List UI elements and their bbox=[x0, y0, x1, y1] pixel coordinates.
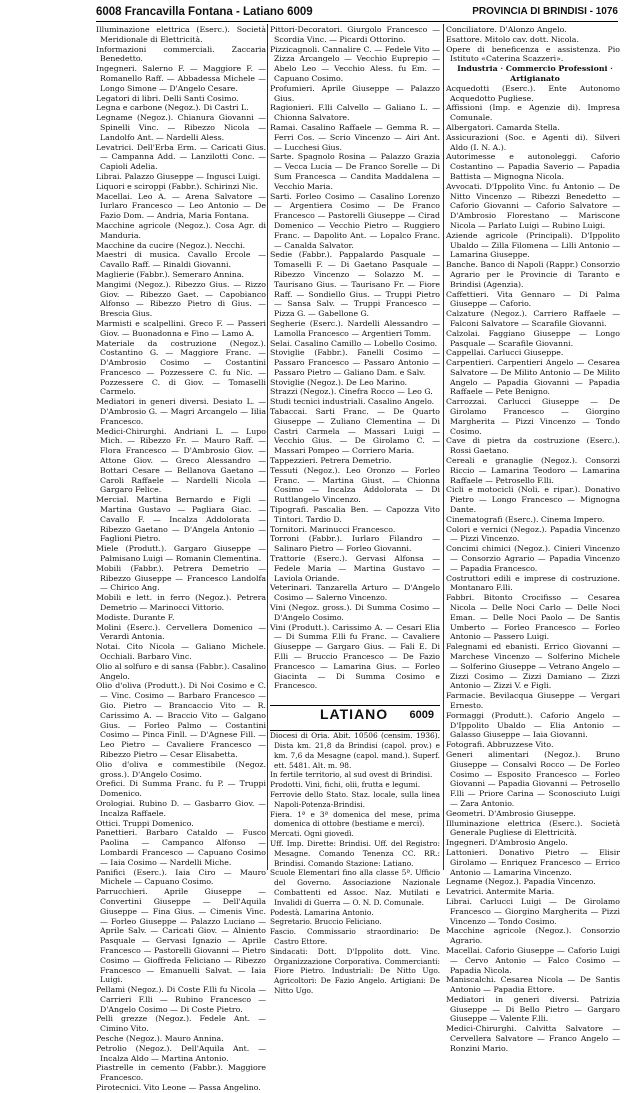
directory-entry: Scuole Elementari fino alla classe 5ª. Ufficio del Governo. Associazione Nazionale Combattenti ed Assoc. Naz. Mutilati e Invalidi di Guerra — O. N. D. Comunale. bbox=[270, 868, 440, 907]
town-title: LATIANO bbox=[320, 706, 389, 723]
directory-entry: Profumieri. Aprile Giuseppe — Palazzo Gius. bbox=[270, 83, 440, 103]
directory-entry: Lattonieri. Donativo Pietro — Elisir Girolamo — Enriquez Francesco — Errico Antonio — Lamarina Vincenzo. bbox=[446, 847, 620, 877]
directory-entry: Sindacati: Dott. D'Ippolito dott. Vinc. Organizzazione Corporativa. Commercianti: Fiore Pietro. Industriali: De Nitto Ugo. Agricoltori: De Fazio Angelo. Artigiani: De Nitto Ugo. bbox=[270, 946, 440, 995]
directory-entry: Marmisti e scalpellini. Greco F. — Passeri Giov. — Buonadonna e Fino — Lamo A. bbox=[96, 318, 266, 338]
directory-entry: Mediatori in generi diversi. Desiato L. — D'Ambrosio G. — Magri Arcangelo — Iilia Francesco. bbox=[96, 397, 266, 426]
directory-entry: Vini (Produtt.). Carissimo A. — Cesari Elia — Di Summa F.lli fu Franc. — Cavaliere Giuseppe — Gargaro Gius. — Fali E. Di F.lli — Bruccio Francesco — De Fazio Francesco — Lamarina Gius. — Forleo Giacinta — Di Summa Cosimo e Francesco. bbox=[270, 622, 440, 691]
directory-entry: Farmacie. Bevilacqua Giuseppe — Vergari Ernesto. bbox=[446, 691, 620, 710]
directory-entry: Studi tecnici industriali. Casalino Angelo. bbox=[270, 397, 435, 407]
directory-entry: Mercati. Ogni giovedì. bbox=[270, 829, 354, 839]
directory-entry: Calzature (Negoz.). Carriero Raffaele — Falconi Salvatore — Scarafile Giovanni. bbox=[446, 309, 620, 328]
directory-entry: Informazioni commerciali. Zaccaria Benedetto. bbox=[96, 44, 266, 64]
column-2 bbox=[270, 25, 440, 996]
directory-entry: Pesche (Negoz.). Mauro Annina. bbox=[96, 1034, 224, 1044]
latiano-heading bbox=[270, 705, 440, 731]
directory-entry: Fabbri. Bitonto Crocifisso — Cesarea Nicola — Delle Noci Carlo — Delle Noci Eman. — Delle Noci Paolo — De Santis Umberto — Forleo Francesco — Forleo Antonio — Passero Luigi. bbox=[446, 593, 620, 642]
directory-entry: Panifici (Eserc.). Iaia Ciro — Mauro Michele — Capuano Cosimo. bbox=[96, 867, 266, 887]
directory-entry: Pittori-Decoratori. Giurgolo Francesco — Scordia Vinc. — Picardi Ottorino. bbox=[270, 25, 440, 44]
directory-entry: Prodotti. Vini, fichi, olii, frutta e legumi. bbox=[270, 780, 421, 790]
directory-entry: Strazzi (Negoz.). Cinefra Rocco — Leo G. bbox=[270, 387, 433, 397]
directory-entry: Podestà. Lamarina Antonio. bbox=[270, 907, 374, 917]
directory-entry: Assicurazioni (Soc. e Agenti di). Silveri Aldo (I. N. A.). bbox=[446, 132, 620, 152]
header-right: PROVINCIA DI BRINDISI - 1076 bbox=[472, 6, 618, 17]
directory-entry: Segherie (Eserc.). Nardelli Alessandro — Lamolla Francesco — Argentieri Tomm. bbox=[270, 318, 440, 338]
directory-entry: Ragionieri. F.lli Calvello — Galiano L. — Chionna Salvatore. bbox=[270, 103, 440, 123]
directory-entry: Macchine agricole (Negoz.). Consorzio Agrario. bbox=[446, 926, 620, 946]
directory-entry: Orologiai. Rubino D. — Gasbarro Giov. — Incalza Raffaele. bbox=[96, 798, 266, 818]
directory-entry: Orefici. Di Summa Franc. fu P. — Truppi Domenico. bbox=[96, 779, 266, 799]
directory-entry: Segretario. Bruccio Feliciano. bbox=[270, 917, 382, 927]
directory-entry: Maglierie (Fabbr.). Semeraro Annina. bbox=[96, 269, 244, 279]
directory-entry: Cinematografi (Eserc.). Cinema Impero. bbox=[446, 514, 605, 524]
directory-entry: Caffettieri. Vita Gennaro — Di Palma Giuseppe — Caforio. bbox=[446, 289, 620, 309]
directory-entry: Sarti. Forleo Cosimo — Casalino Lorenzo — Argentiera Cosimo — De Franco Francesco — Pastorelli Giuseppe — Cirad Domenico — Vecchio Pietro — Ruggiero Franc. — Dapolito Ant. — Lopalco Franc. — Canalda Salvator. bbox=[270, 191, 440, 250]
directory-entry: Carrozzai. Carlucci Giuseppe — De Girolamo Francesco — Giorgino Margherita — Pizzi Vincenzo — Tondo Cosimo. bbox=[446, 397, 620, 436]
directory-entry: Librai. Carlucci Luigi — De Girolamo Francesco — Giorgino Margherita — Pizzi Vincenzo — Tondo Cosimo. bbox=[446, 896, 620, 926]
directory-entry: Trattorie (Eserc.). Gervasi Alfonsa — Fedele Maria — Martina Gustavo — Laviola Oriande. bbox=[270, 554, 440, 583]
directory-entry: Modiste. Durante F. bbox=[96, 612, 175, 622]
directory-entry: Geometri. D'Ambrosio Giuseppe. bbox=[446, 808, 576, 818]
directory-entry: Albergatori. Camarda Stella. bbox=[446, 122, 560, 132]
directory-entry: Concimi chimici (Negoz.). Cinieri Vincenzo — Consorzio Agrario — Papadia Vincenzo — Papadia Francesco. bbox=[446, 544, 620, 573]
directory-entry: Mediatori in generi diversi. Patrizia Giuseppe — Di Bello Pietro — Gargaro Giuseppe — Valente F.lli. bbox=[446, 994, 620, 1024]
town-number: 6009 bbox=[409, 709, 434, 722]
directory-entry: Mangimi (Negoz.). Ribezzo Gius. — Rizzo Giov. — Ribezzo Gaet. — Capobianco Alfonso — Ribezzo Pietro di Gius. — Brescia Gius. bbox=[96, 279, 266, 319]
directory-entry: Stoviglie (Negoz.). De Leo Marino. bbox=[270, 377, 408, 387]
directory-entry: Ottici. Truppi Domenico. bbox=[96, 818, 194, 828]
directory-entry: Miele (Produtt.). Gargaro Giuseppe — Palmisano Luigi — Romanin Clementina. bbox=[96, 544, 266, 564]
directory-entry: Maestri di musica. Cavallo Ercole — Cavallo Raff. — Rinaldi Giovanni. bbox=[96, 250, 266, 270]
directory-entry: Materiale da costruzione (Negoz.). Costantino G. — Maggiore Franc. — D'Ambrosio Cosimo — Costantini Francesco — Pozzessere C. fu Nic. — Pozzessere C. di Giov. — Tomaselli Carmelo. bbox=[96, 338, 266, 397]
directory-entry: Parrucchieri. Aprile Giuseppe — Convertini Giuseppe — Dell'Aquila Giuseppe — Fina Gius. — Cimenis Vinc. — Forleo Giuseppe — Palazzo Luciano — Aprile Salv. — Caricati Giov. — Alniento Pasquale — Gervasi Ignazio — Aprile Francesco — Pastorelli Giovanni — Pietro Cosimo — Gioffreda Feliciano — Ribezzo Francesco — Emanuelli Salvat. — Iaia Luigi. bbox=[96, 887, 266, 985]
directory-entry: Avvocati. D'Ippolito Vinc. fu Antonio — De Nitto Vincenzo — Ribezzi Benedetto — Caforio Giovanni — Caforio Salvatore — D'Ambrosio Florestano — Mariscone Nicola — Parlato Luigi — Rubino Luigi. bbox=[446, 181, 620, 230]
directory-entry: Legna e carbone (Negoz.). Di Castri L. bbox=[96, 103, 249, 113]
directory-entry: Tipografi. Pascalia Ben. — Capozza Vito Tintori. Tardio D. bbox=[270, 505, 440, 524]
directory-entry: Stoviglie (Fabbr.). Fanelli Cosimo — Passaro Francesco — Passaro Antonio — Passaro Pietro — Galiano Dam. e Salv. bbox=[270, 348, 440, 377]
directory-entry: Fascio. Commissario straordinario: De Castro Ettore. bbox=[270, 927, 440, 946]
section-heading: Industria · Commercio Professioni · Artigianato bbox=[457, 64, 613, 83]
directory-entry: Medici-Chirurghi. Andriani L. — Lupo Mich. — Ribezzo Fr. — Mauro Raff. — Flora Francesco — D'Ambrosio Giov. — Attone Giov. — Greco Alessandro — Bottari Cesare — Bellanova Gaetano — Caroli Raffaele — Nardelli Nicola — Gargaro Felice. bbox=[96, 426, 266, 495]
directory-entry: Pellami (Negoz.). Di Coste F.lli fu Nicola — Carrieri F.lli — Rubino Francesco — D'Angelo Cosimo — Di Coste Pietro. bbox=[96, 985, 266, 1014]
directory-entry: Cave di pietra da costruzione (Eserc.). Rossi Gaetano. bbox=[446, 436, 620, 456]
header-left: 6008 Francavilla Fontana - Latiano 6009 bbox=[96, 6, 313, 18]
directory-entry: Ferrovie dello Stato. Staz. locale, sulla linea Napoli-Potenza-Brindisi. bbox=[270, 789, 440, 809]
directory-entry: Ingegneri. D'Ambrosio Angelo. bbox=[446, 838, 568, 848]
directory-entry: Torroni (Fabbr.). Iurlaro Filandro — Salinaro Pietro — Forleo Giovanni. bbox=[270, 534, 440, 554]
directory-entry: Ingegneri. Salerno F. — Maggiore F. — Romanello Raff. — Abbadessa Michele — Longo Simone — D'Angelo Cesare. bbox=[96, 64, 266, 93]
directory-entry: Notai. Cito Nicola — Galiano Michele. Occhiali. Barbaro Vinc. bbox=[96, 642, 266, 661]
directory-entry: Legname (Negoz.). Papadia Vincenzo. bbox=[446, 877, 596, 887]
directory-entry: Illuminazione elettrica (Eserc.). Società Generale Pugliese di Elettricità. bbox=[446, 818, 620, 838]
directory-entry: Mobili (Fabbr.). Petrera Demetrio — Ribezzo Giuseppe — Francesco Landolfa — Chirico Ang. bbox=[96, 563, 266, 593]
directory-entry: Diocesi di Oria. Abit. 10506 (censim. 1936). Dista km. 21,8 da Brindisi (capol. prov.) e km. 7,6 da Mesagne (capol. mand.). Superf. ett. 5481. Alt. m. 98. bbox=[270, 731, 440, 770]
directory-entry: In fertile territorio, al sud ovest di Brindisi. bbox=[270, 770, 433, 780]
directory-entry: Illuminazione elettrica (Eserc.). Società Meridionale di Elettricità. bbox=[96, 25, 266, 44]
page-header bbox=[96, 6, 618, 22]
directory-entry: Librai. Palazzo Giuseppe — Ingusci Luigi. bbox=[96, 171, 261, 181]
directory-entry: Macellai. Leo A. — Arena Salvatore — Iurlaro Francesco — Leo Antonio — De Fazio Dom. — Andria, Maria Fontana. bbox=[96, 191, 266, 221]
directory-entry: Fotografi. Abbruzzese Vito. bbox=[446, 740, 554, 750]
directory-entry: Liquori e sciroppi (Fabbr.). Schirinzi Nic. bbox=[96, 181, 259, 191]
directory-entry: Veterinari. Tanzarella Arturo — D'Angelo Cosimo — Salerno Vincenzo. bbox=[270, 583, 440, 603]
directory-entry: Aziende agricole (Principali). D'Ippolito Ubaldo — Zilla Filomena — Lilli Antonio — Lamarina Giuseppe. bbox=[446, 230, 620, 260]
directory-entry: Piastrelle in cemento (Fabbr.). Maggiore Francesco. bbox=[96, 1063, 266, 1083]
directory-entry: Vini (Negoz. gross.). Di Summa Cosimo — D'Angelo Cosimo. bbox=[270, 603, 440, 622]
directory-entry: Olio d'oliva e commestibile (Negoz. gross.). D'Angelo Cosimo. bbox=[96, 759, 266, 779]
directory-entry: Panettieri. Barbaro Cataldo — Fusco Paolina — Campanco Alfonso — Lombardi Francesco — Capuano Cosimo — Iaia Cosimo — Nardelli Miche. bbox=[96, 828, 266, 867]
directory-entry: Tabaccai. Sarti Franc. — De Quarto Giuseppe — Zuliano Clementina — Di Castri Carmela — Massari Luigi — Vecchio Gius. — De Girolamo C. — Massari Pompeo — Corriero Maria. bbox=[270, 407, 440, 456]
directory-entry: Levatrici. Dell'Erba Erm. — Caricati Gius. — Campanna Add. — Lanzilotti Conc. — Capioli Adelia. bbox=[96, 142, 266, 172]
directory-entry: Maniscalchi. Cesarea Nicola — De Santis Antonio — Papadia Ettore. bbox=[446, 975, 620, 995]
directory-entry: Pelli grezze (Negoz.). Fedele Ant. — Cimino Vito. bbox=[96, 1014, 266, 1034]
directory-entry: Macchine da cucire (Negoz.). Necchi. bbox=[96, 240, 246, 250]
directory-entry: Formaggi (Produtt.). Caforio Angelo — D'Ippolito Ubaldo — Elia Antonio — Galasso Giuseppe — Iaia Giovanni. bbox=[446, 710, 620, 740]
directory-entry: Molini (Eserc.). Cervellera Domenico — Verardi Antonia. bbox=[96, 622, 266, 642]
directory-entry: Uff. Imp. Dirette: Brindisi. Uff. del Registro: Mesagne. Comando Tenenza CC. RR.: Brindisi. Comando Stazione: Latiano. bbox=[270, 838, 440, 868]
directory-entry: Olio al solfuro e di sansa (Fabbr.). Casalino Angelo. bbox=[96, 661, 266, 681]
directory-entry: Tessuti (Negoz.). Leo Oronzo — Forleo Franc. — Martina Giust. — Chionna Cosimo — Incalza Addolorata — Di Ruttlangelo Vincenzo. bbox=[270, 465, 440, 505]
directory-entry: Olio d'oliva (Produtt.). Di Noi Cosimo e C. — Vinc. Cosimo — Barbaro Francesco — Gio. Pietro — Brancaccio Vito — R. Carissimo A. — Braccio Vito — Galgano Gius. — Forleo Palmo — Costantini Cosimo — Pinca Finll. — D'Agnese Fill. — Leo Pietro — Cavaliere Francesco — Ribezzo Pietro — Cesar Elisabetta. bbox=[96, 681, 266, 759]
column-separator bbox=[443, 24, 444, 870]
directory-entry: Medici-Chirurghi. Calvitta Salvatore — Cervellera Salvatore — Franco Angelo — Ronzini Mario. bbox=[446, 1024, 620, 1053]
directory-entry: Acquedotti (Eserc.). Ente Autonomo Acquedotto Pugliese. bbox=[446, 83, 620, 103]
directory-entry: Opere di beneficenza e assistenza. Pio Istituto «Caterina Scazzeri». bbox=[446, 44, 620, 64]
directory-entry: Pirotecnici. Vito Leone — Passa Angelino. bbox=[96, 1083, 261, 1093]
directory-entry: Petrolio (Negoz.). Dell'Aquila Ant. — Incalza Aldo — Martina Antonio. bbox=[96, 1043, 266, 1063]
directory-entry: Conciliatore. D'Alonzo Angelo. bbox=[446, 25, 567, 34]
directory-entry: Esattore. Mitolo cav. dott. Nicola. bbox=[446, 34, 579, 44]
directory-entry: Legname (Negoz.). Chianura Giovanni — Spinelli Vinc. — Ribezzo Nicola — Landolfo Ant. — Nardelli Aless. bbox=[96, 113, 266, 142]
directory-entry: Fiera. 1ª e 3ª domenica del mese, prima domenica di ottobre (bestiame e merci). bbox=[270, 809, 440, 829]
directory-entry: Cicli e motocicli (Noli. e ripar.). Donativo Pietro — Longo Francesco — Mignogna Dante. bbox=[446, 485, 620, 515]
directory-entry: Macellai. Caforio Giuseppe — Caforio Luigi — Cervo Antonio — Falco Cosimo — Papadia Nicola. bbox=[446, 945, 620, 975]
directory-entry: Banche. Banco di Napoli (Rappr.) Consorzio Agrario per le Provincie di Taranto e Brindisi (Agenzia). bbox=[446, 260, 620, 289]
directory-entry: Autorimesse e autonoleggi. Caforio Costantino — Papadia Saverio — Papadia Battista — Mignogna Nicola. bbox=[446, 152, 620, 181]
directory-entry: Sarte. Spagnolo Rosina — Palazzo Grazia — Vecca Lucia — De Franco Sorelle — Di Sum Francesca — Candita Maddalena — Vecchio Maria. bbox=[270, 152, 440, 191]
directory-entry: Selai. Casalino Camillo — Lobello Cosimo. bbox=[270, 338, 438, 348]
directory-entry: Carpentieri. Carpentieri Angelo — Cesarea Salvatore — De Milito Antonio — De Milito Angelo — Papadia Giovanni — Papadia Raffaele — Pete Benigno. bbox=[446, 358, 620, 397]
directory-entry: Ramai. Casalino Raffaele — Gemma R. — Ferri Cos. — Scrio Vincenzo — Airi Ant. — Lucchesi Gius. bbox=[270, 122, 440, 152]
directory-entry: Cappellai. Carlucci Giuseppe. bbox=[446, 348, 564, 358]
directory-entry: Affissioni (Imp. e Agenzie di). Impresa Comunale. bbox=[446, 103, 620, 123]
header-rule bbox=[96, 21, 618, 22]
directory-entry: Mercial. Martina Bernardo e Figli — Martina Gustavo — Pagliara Giac. — Cavallo F. — Incalza Addolorata — Ribezzo Gaetano — D'Angela Antonio — Faglioni Pietro. bbox=[96, 495, 266, 544]
directory-entry: Costruttori edili e imprese di costruzione. Montanaro F.lli. bbox=[446, 573, 620, 593]
directory-entry: Macchine agricole (Negoz.). Cosa Agr. di Manduria. bbox=[96, 220, 266, 240]
directory-entry: Legatori di libri. Delli Santi Cosimo. bbox=[96, 93, 239, 103]
directory-entry: Pizzicagnoli. Cannalire C. — Fedele Vito — Zizza Arcangelo — Vecchio Euprepio — Abelo Leo — Vecchio Aless. fu Em. — Capuano Cosimo. bbox=[270, 44, 440, 83]
column-3 bbox=[446, 25, 620, 1054]
directory-entry: Sedie (Fabbr.). Pappalardo Pasquale — Tomaselli F. — Di Gaetano Pasquale — Ribezzo Vincenzo — Solazzo M. — Taurisano Gius. — Taurisano Fr. — Fiore Raff. — Sondiello Gius. — Truppi Pietro — Sansa Salv. — Truppi Francesco — Pizza G. — Gabellone G. bbox=[270, 250, 440, 319]
directory-entry: Mobili e lett. in ferro (Negoz.). Petrera Demetrio — Marinocci Vittorio. bbox=[96, 593, 266, 613]
directory-entry: Falegnami ed ebanisti. Errico Giovanni — Marchese Vincenzo — Solferino Michele — Solferino Giuseppe — Vetrano Angelo — Zizzi Cosimo — Zizzi Damiano — Zizzi Antonio — Zizzi V. e Figli. bbox=[446, 642, 620, 691]
directory-entry: Generi alimentari (Negoz.). Bruno Giuseppe — Consalvi Rocco — De Forleo Cosimo — Esposito Francesco — Forleo Giovanni — Papadia Giovanni — Petrosello F.lli — Priore Carina — Sconosciuto Luigi — Zara Antonio. bbox=[446, 749, 620, 808]
directory-entry: Tornitori. Marinucci Francesco. bbox=[270, 524, 396, 534]
directory-entry: Tappezzieri. Petrera Demetrio. bbox=[270, 456, 392, 466]
directory-entry: Calzolai. Faggiano Giuseppe — Longo Pasquale — Scarafile Giovanni. bbox=[446, 328, 620, 348]
column-separator bbox=[267, 24, 268, 870]
directory-entry: Colori e vernici (Negoz.). Papadia Vincenzo — Pizzi Vincenzo. bbox=[446, 524, 620, 544]
directory-entry: Levatrici. Antermite Maria. bbox=[446, 887, 555, 897]
column-1 bbox=[96, 25, 266, 1093]
directory-entry: Cereali e granaglie (Negoz.). Consorzi Riccio — Lamarina Teodoro — Lamarina Raffaele — Petrosello F.lli. bbox=[446, 456, 620, 485]
